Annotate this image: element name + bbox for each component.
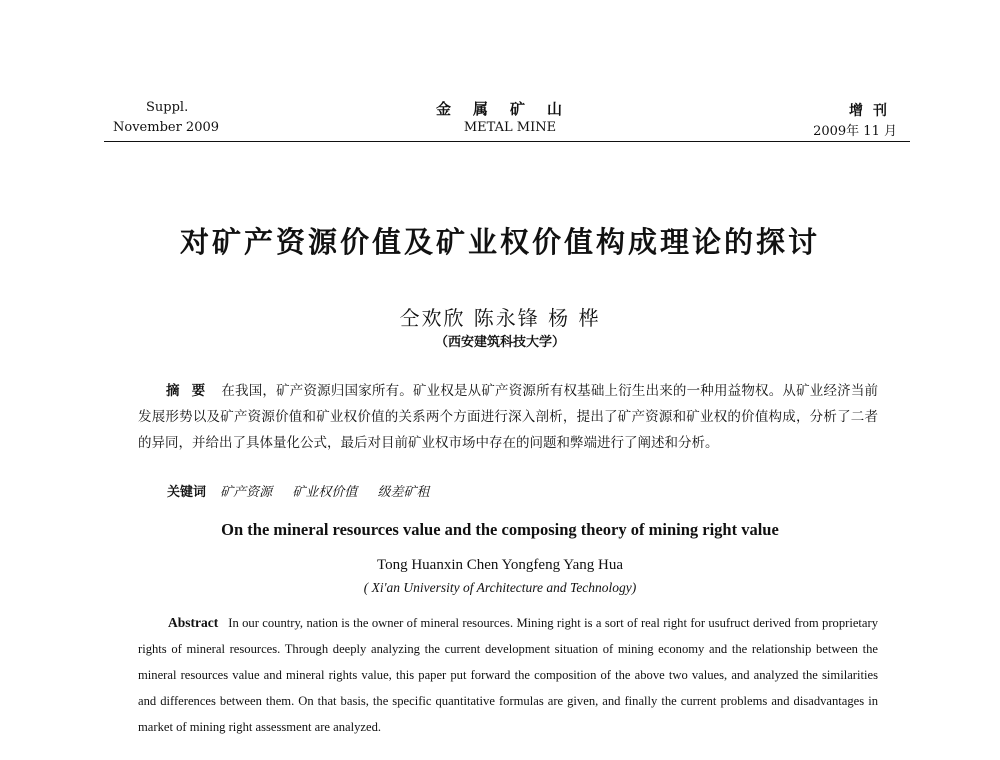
header-divider bbox=[104, 141, 910, 142]
abstract-label-chinese: 摘要 bbox=[166, 383, 218, 399]
abstract-text-chinese: 在我国，矿产资源归国家所有。矿业权是从矿产资源所有权基础上衍生出来的一种用益物权。从矿业经济当前发展形势以及矿产资源价值和矿业权价值的关系两个方面进行深入剖析，提出了矿产资源和矿业权的价值构成，分析了二者的异同，并给出了具体量化公式，最后对目前矿业权市场中存在的问题和弊端进行了阐述和分析。 bbox=[138, 383, 879, 451]
issue-date-chinese: 2009年 11 月 bbox=[813, 124, 897, 139]
abstract-chinese bbox=[138, 378, 878, 456]
authors-chinese: 仝欢欣 陈永锋 杨 桦 bbox=[399, 306, 601, 330]
keyword-item: 级差矿租 bbox=[377, 485, 430, 500]
abstract-text-english: In our country, nation is the owner of mineral resources. Mining right is a sort of real right for usufruct derived from proprietary rights of mineral resources. Through deeply analyzing the current development situation of mining economy and the relationship between the mineral resources value and mineral rights value, this paper put forward the composition of the above two values, and analyzed the similarities and differences between them. On that basis, the specific quantitative formulas are given, and finally the current problems and disadvantages in market of mining right assessment are analyzed. bbox=[138, 616, 878, 734]
keywords-label-chinese: 关键词 bbox=[167, 485, 207, 500]
affiliation-english: ( Xi'an University of Architecture and Technology) bbox=[363, 580, 637, 595]
journal-name-chinese: 金属矿山 bbox=[435, 100, 584, 118]
issue-date-english: November 2009 bbox=[113, 120, 220, 135]
paper-title-english: On the mineral resources value and the composing theory of mining right value bbox=[221, 520, 779, 539]
affiliation-chinese: （西安建筑科技大学） bbox=[434, 335, 565, 350]
journal-supplement-label: Suppl. bbox=[146, 100, 189, 115]
authors-english: Tong Huanxin Chen Yongfeng Yang Hua bbox=[376, 557, 624, 573]
abstract-english bbox=[138, 610, 878, 740]
keyword-item: 矿产资源 bbox=[220, 485, 273, 500]
keyword-item: 矿业权价值 bbox=[292, 485, 358, 500]
abstract-label-english: Abstract bbox=[168, 615, 219, 630]
paper-title-chinese: 对矿产资源价值及矿业权价值构成理论的探讨 bbox=[179, 225, 820, 259]
journal-name-english: METAL MINE bbox=[463, 120, 557, 135]
supplement-label-chinese: 增刊 bbox=[849, 103, 897, 119]
keywords-chinese bbox=[167, 481, 445, 500]
